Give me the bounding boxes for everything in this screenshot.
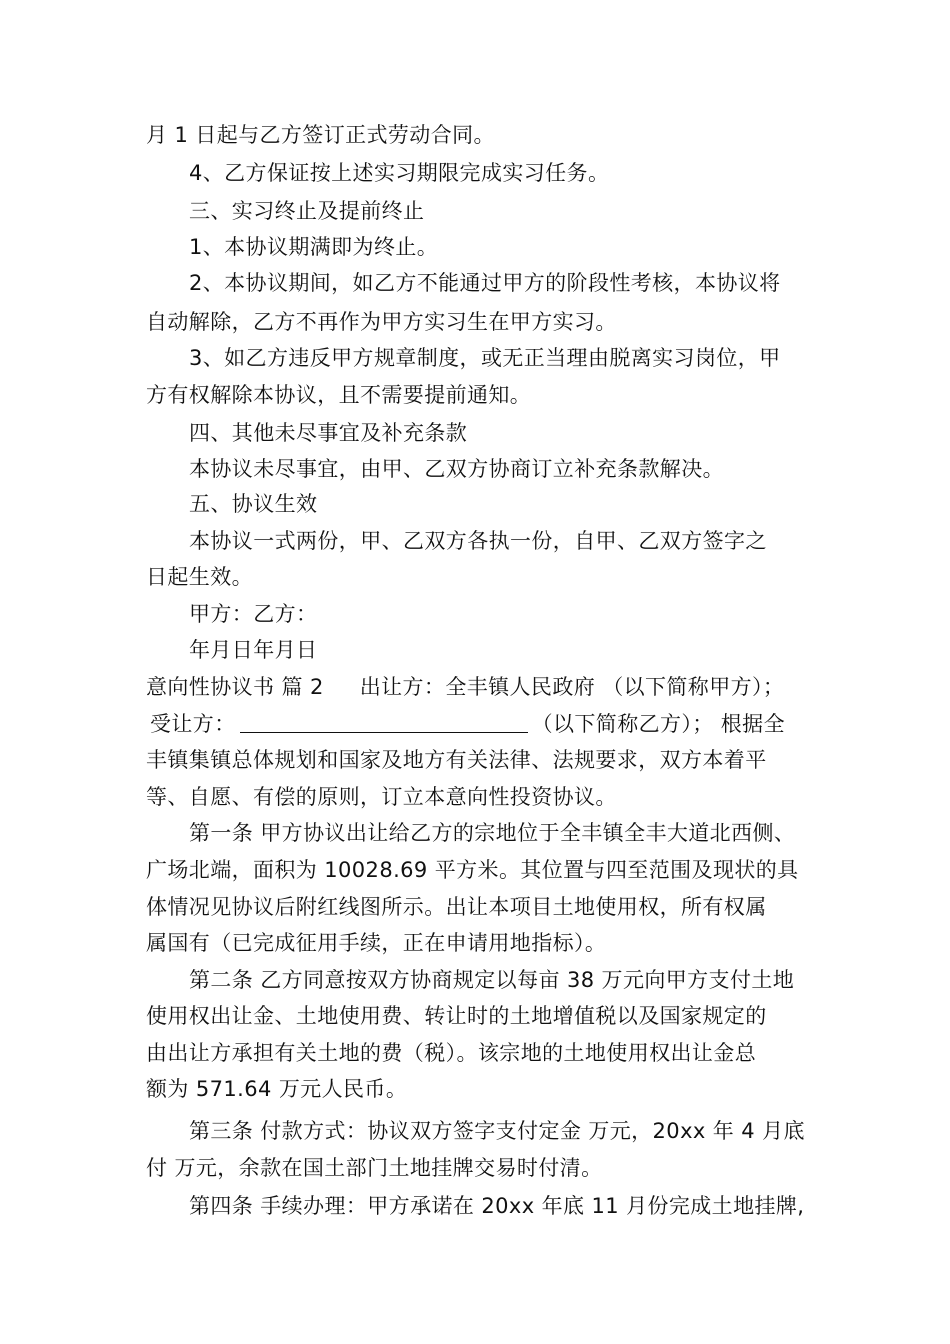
grantee-blank bbox=[240, 712, 528, 733]
text-line: 丰镇集镇总体规划和国家及地方有关法律、法规要求，双方本着平 bbox=[146, 748, 767, 772]
text-line: 本协议一式两份，甲、乙双方各执一份，自甲、乙双方签字之 bbox=[189, 529, 767, 553]
article-line: 第一条 甲方协议出让给乙方的宗地位于全丰镇全丰大道北西侧、 bbox=[189, 821, 796, 845]
text-line: 付 万元，余款在国土部门土地挂牌交易时付清。 bbox=[146, 1156, 603, 1180]
text-line: 月 1 日起与乙方签订正式劳动合同。 bbox=[146, 123, 495, 147]
grantor-text: 出让方：全丰镇人民政府 （以下简称甲方）； bbox=[359, 675, 785, 699]
grantee-suffix: （以下简称乙方）； 根据全 bbox=[531, 712, 785, 736]
article-line: 第四条 手续办理：甲方承诺在 20xx 年底 11 月份完成土地挂牌, bbox=[189, 1194, 805, 1218]
section-heading: 三、实习终止及提前终止 bbox=[189, 199, 425, 223]
grantee-line bbox=[150, 710, 820, 738]
section-heading: 五、协议生效 bbox=[189, 492, 318, 516]
text-line: 属国有（已完成征用手续，正在申请用地指标）。 bbox=[146, 931, 607, 955]
text-line: 日起生效。 bbox=[146, 565, 253, 589]
text-line: 方有权解除本协议，且不需要提前通知。 bbox=[146, 383, 532, 407]
text-line: 1、本协议期满即为终止。 bbox=[189, 235, 439, 259]
section2-heading: 意向性协议书 篇 2 bbox=[146, 675, 324, 699]
text-line: 3、如乙方违反甲方规章制度，或无正当理由脱离实习岗位，甲 bbox=[189, 346, 781, 370]
text-line: 额为 571.64 万元人民币。 bbox=[146, 1077, 408, 1101]
text-line: 广场北端，面积为 10028.69 平方米。其位置与四至范围及现状的具 bbox=[146, 858, 799, 882]
text-line: 本协议未尽事宜，由甲、乙双方协商订立补充条款解决。 bbox=[189, 457, 724, 481]
text-line: 由出让方承担有关土地的费（税）。该宗地的土地使用权出让金总 bbox=[146, 1041, 757, 1065]
article-line: 第三条 付款方式：协议双方签字支付定金 万元，20xx 年 4 月底 bbox=[189, 1119, 805, 1143]
text-line: 等、自愿、有偿的原则，订立本意向性投资协议。 bbox=[146, 785, 617, 809]
article-line: 第二条 乙方同意按双方协商规定以每亩 38 万元向甲方支付土地 bbox=[189, 968, 795, 992]
section2-heading-line bbox=[146, 673, 816, 701]
text-line: 使用权出让金、土地使用费、转让时的土地增值税以及国家规定的 bbox=[146, 1004, 767, 1028]
signature-label: 甲方：乙方： bbox=[189, 602, 318, 626]
text-line: 2、本协议期间，如乙方不能通过甲方的阶段性考核，本协议将 bbox=[189, 271, 781, 295]
section-heading: 四、其他未尽事宜及补充条款 bbox=[189, 421, 468, 445]
grantee-label: 受让方： bbox=[150, 712, 236, 736]
text-line: 自动解除，乙方不再作为甲方实习生在甲方实习。 bbox=[146, 310, 617, 334]
text-line: 4、乙方保证按上述实习期限完成实习任务。 bbox=[189, 161, 610, 185]
date-line: 年月日年月日 bbox=[189, 638, 318, 662]
text-line: 体情况见协议后附红线图所示。出让本项目土地使用权，所有权属 bbox=[146, 895, 767, 919]
